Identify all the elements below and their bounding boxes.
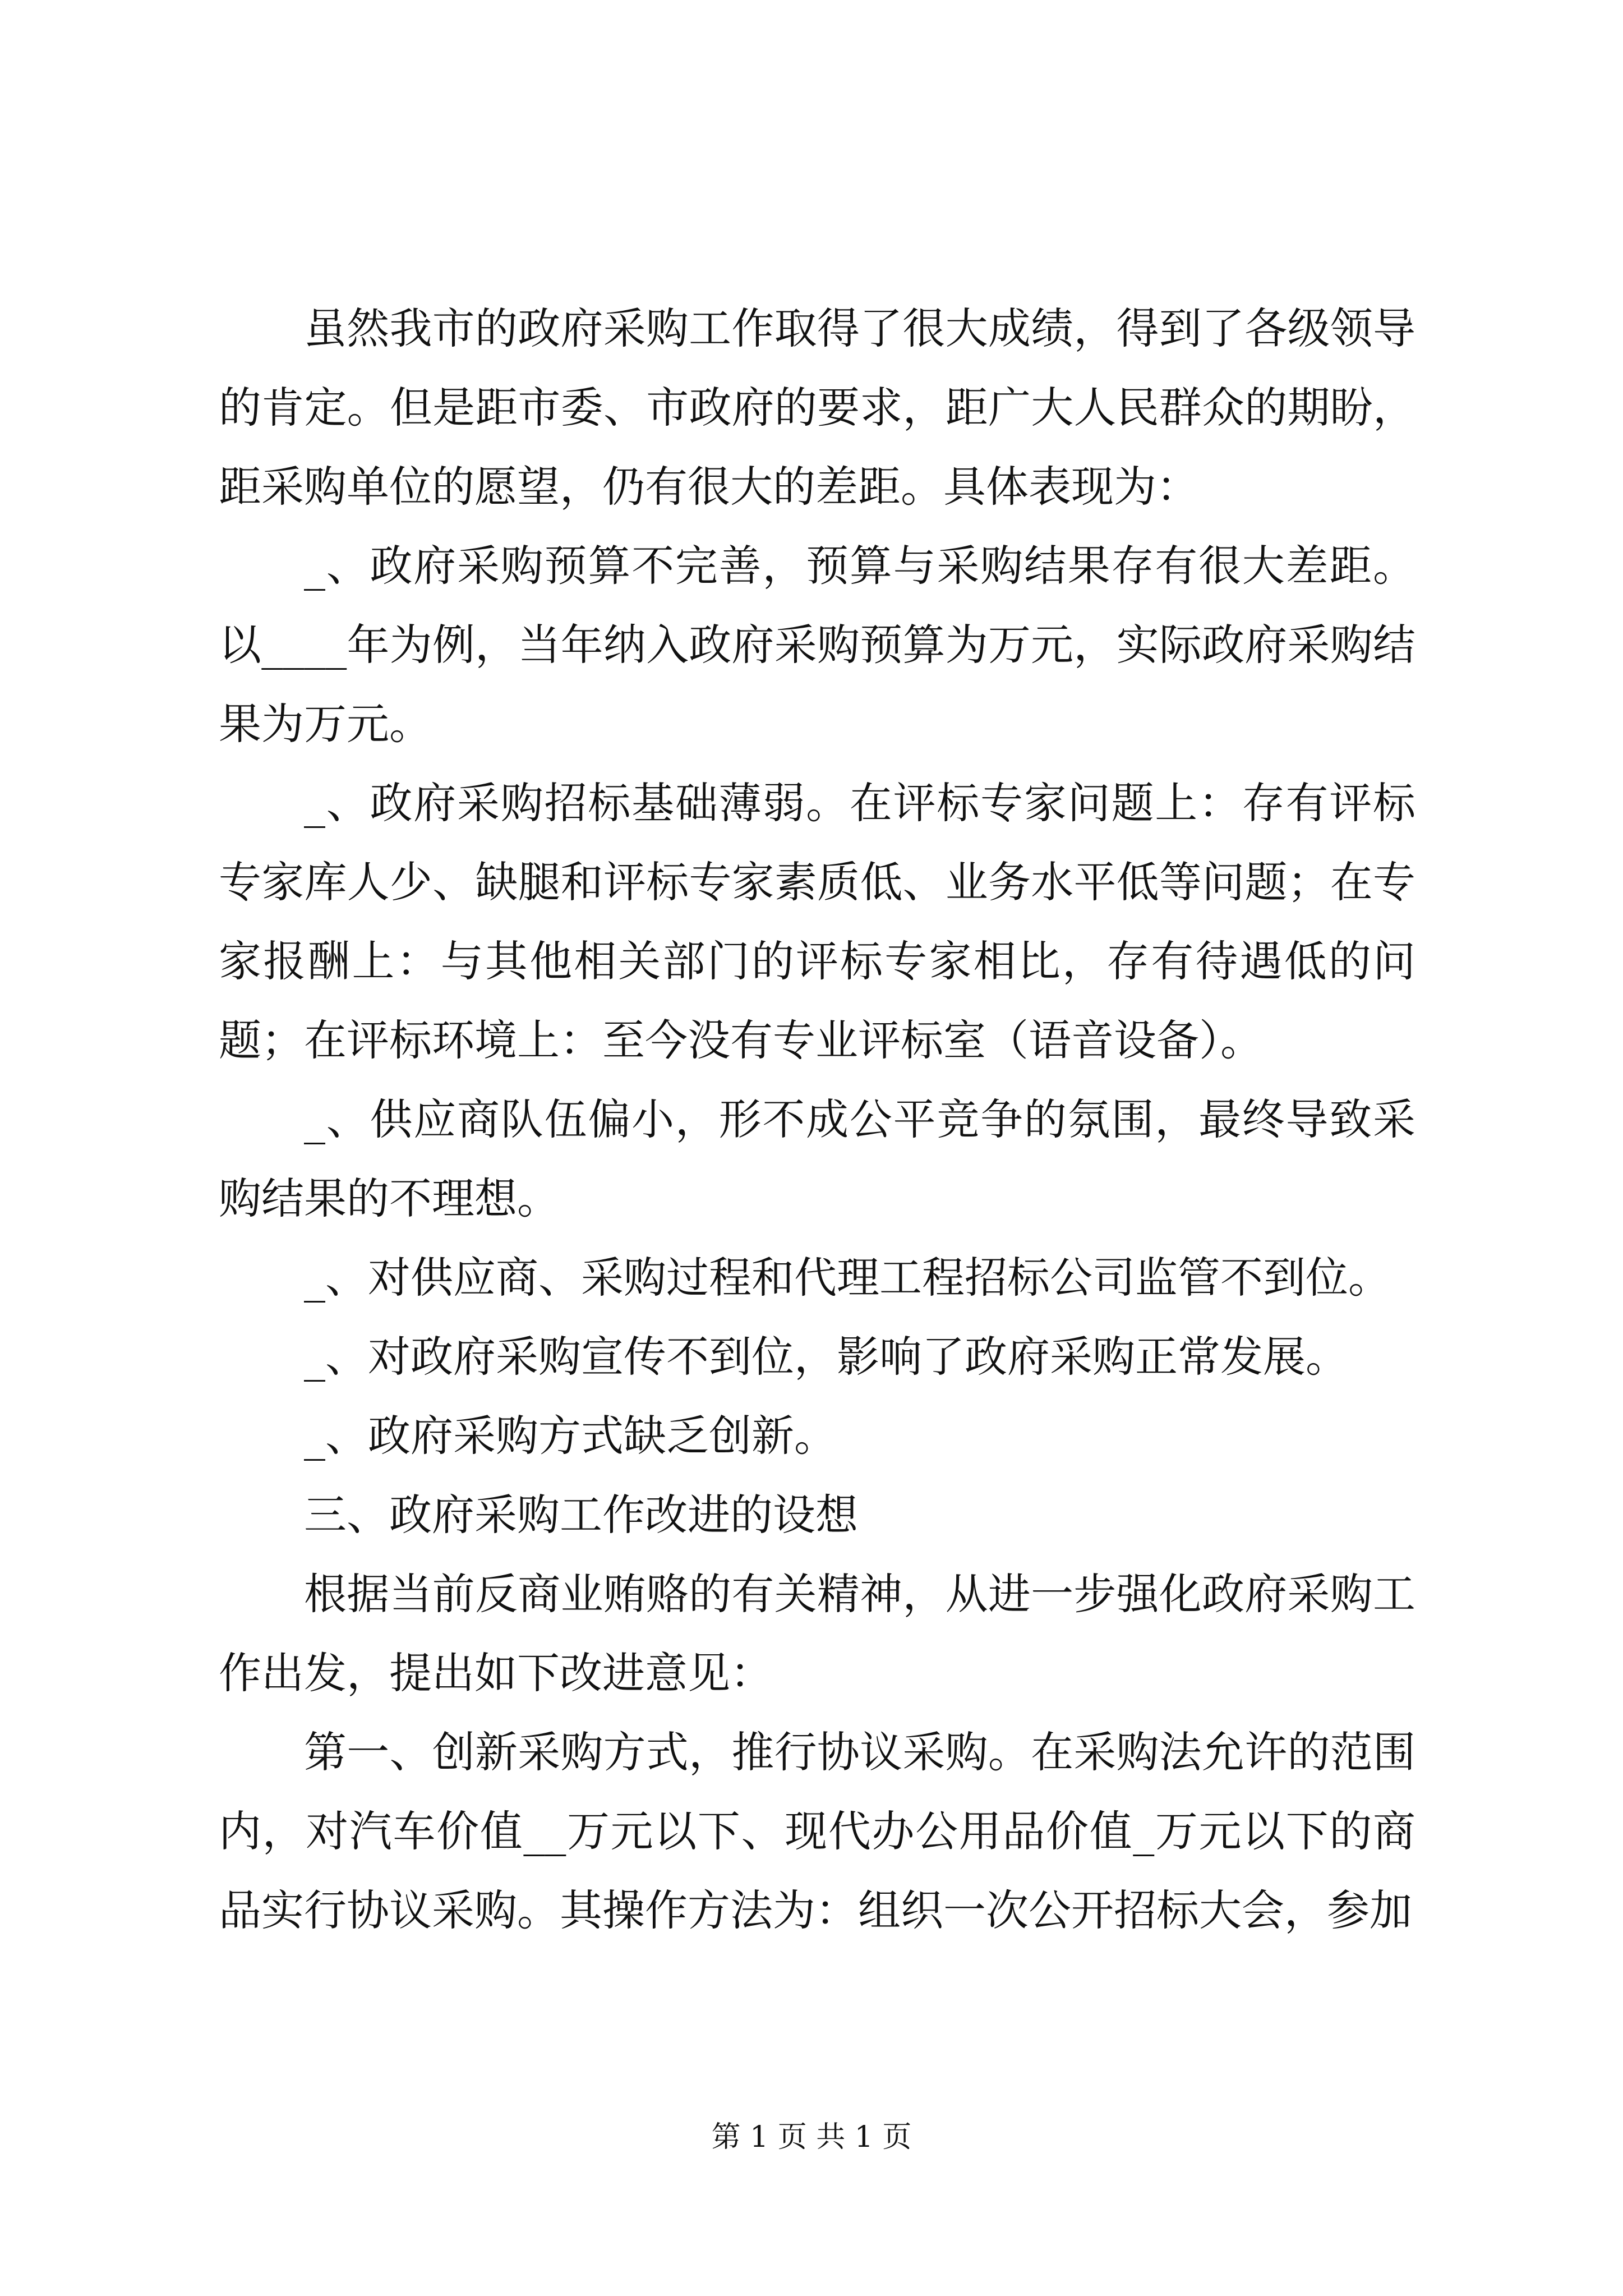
paragraph: _、对供应商、采购过程和代理工程招标公司监管不到位。 xyxy=(304,1253,1391,1303)
paragraph: _、政府采购方式缺乏创新。 xyxy=(304,1411,837,1461)
section-heading: 三、政府采购工作改进的设想 xyxy=(304,1490,858,1540)
paragraph: 虽然我市的政府采购工作取得了很大成绩，得到了各级领导的肯定。但是距市委、市政府的要求，距广大人民群众的期盼，距采购单位的愿望，仍有很大的差距。具体表现为： xyxy=(219,303,1415,512)
paragraph: 根据当前反商业贿赂的有关精神，从进一步强化政府采购工作出发，提出如下改进意见： xyxy=(219,1569,1415,1698)
document-body xyxy=(219,289,1415,1950)
paragraph: _、政府采购预算不完善，预算与采购结果存有很大差距。以____年为例，当年纳入政府采购预算为万元，实际政府采购结果为万元。 xyxy=(219,541,1415,749)
paragraph: _、对政府采购宣传不到位，影响了政府采购正常发展。 xyxy=(304,1332,1348,1382)
paragraph: _、政府采购招标基础薄弱。在评标专家问题上：存有评标专家库人少、缺腿和评标专家素质低、业务水平低等问题；在专家报酬上：与其他相关部门的评标专家相比，存有待遇低的问题；在评标环境上：至今没有专业评标室（语音设备）。 xyxy=(219,778,1415,1065)
page-footer: 第 1 页 共 1 页 xyxy=(711,2120,912,2154)
paragraph: 第一、创新采购方式，推行协议采购。在采购法允许的范围内，对汽车价值__万元以下、现代办公用品价值_万元以下的商品实行协议采购。其操作方法为：组织一次公开招标大会，参加 xyxy=(219,1727,1415,1935)
paragraph: _、供应商队伍偏小，形不成公平竞争的氛围，最终导致采购结果的不理想。 xyxy=(219,1094,1415,1223)
